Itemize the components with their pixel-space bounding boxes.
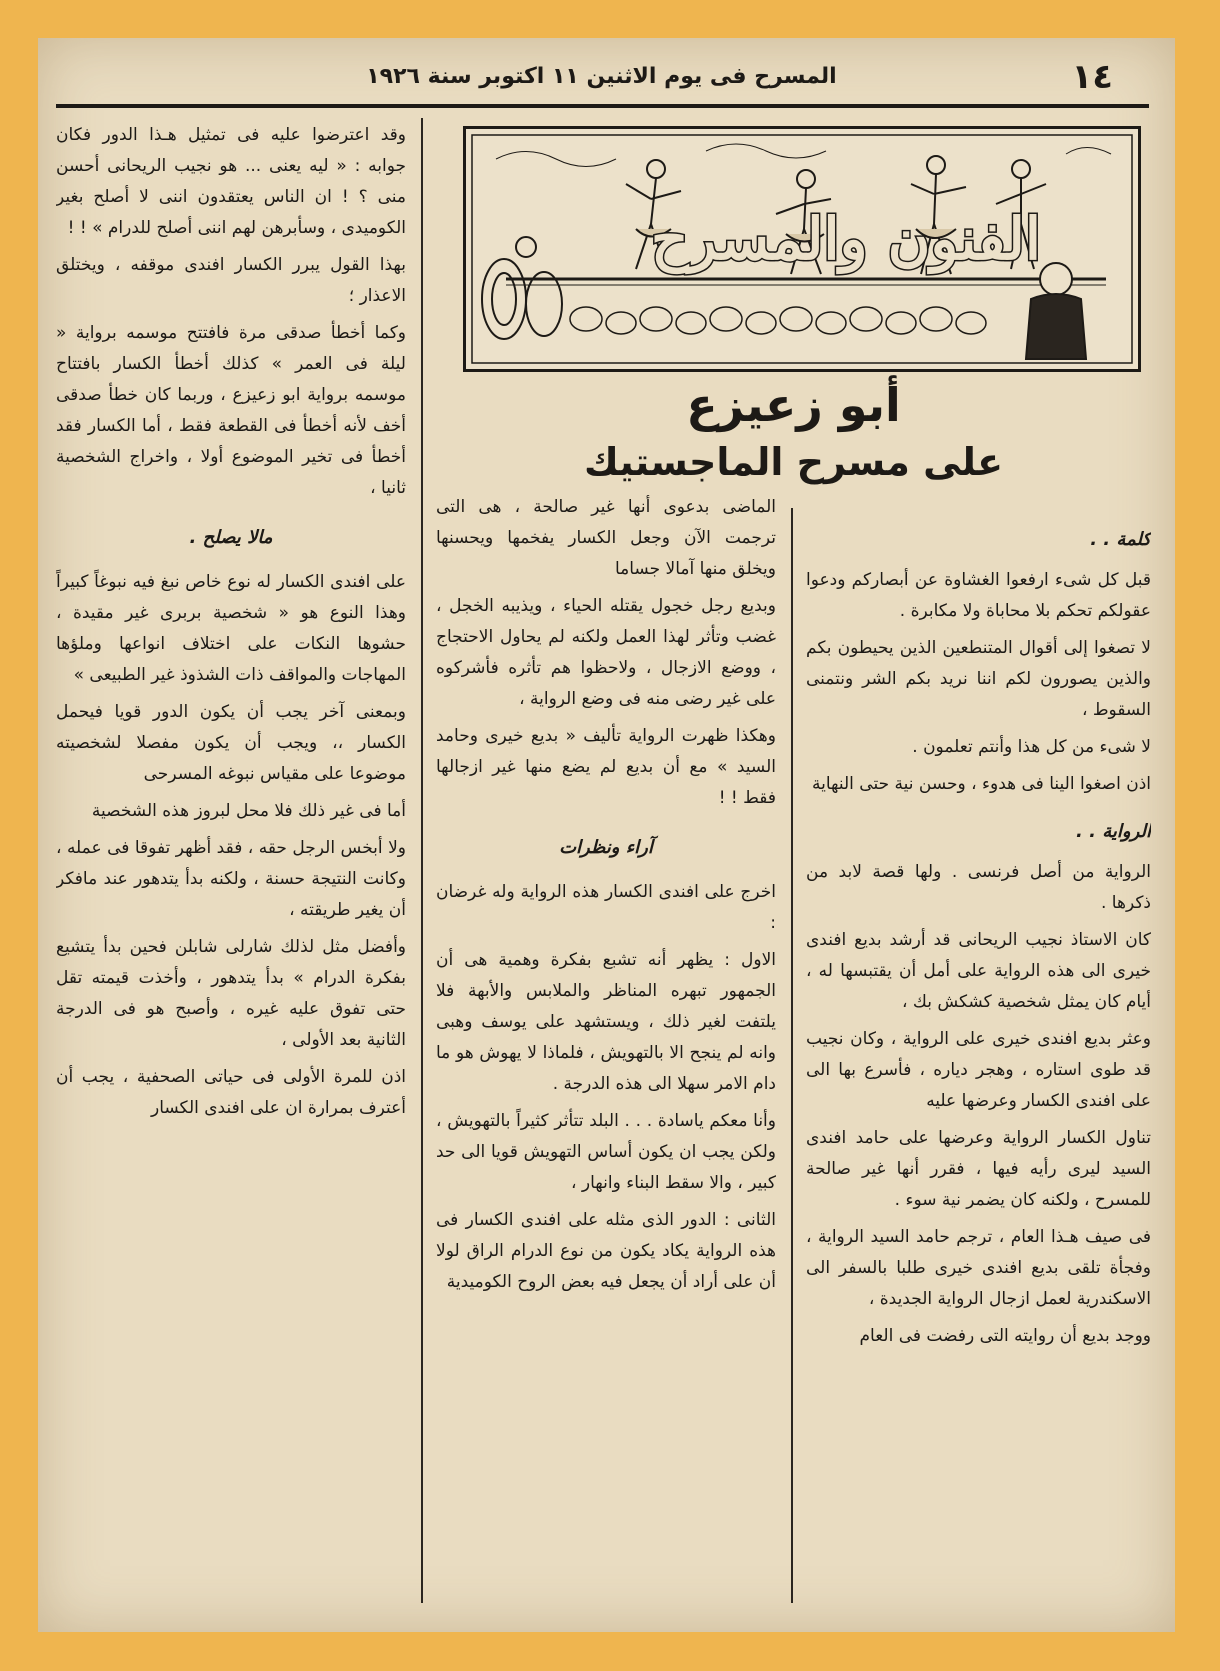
column-left-paragraph: اذن للمرة الأولى فى حياتى الصحفية ، يجب أن أعترف بمرارة ان على افندى الكسار bbox=[56, 1067, 406, 1118]
banner-artwork bbox=[466, 129, 1138, 369]
article-title-block bbox=[436, 376, 1151, 498]
column-middle-paragraph: وأنا معكم ياسادة . . . البلد تتأثر كثيراً بالتهويش ، ولكن يجب ان يكون أساس التهويش قويا الى حد كبير ، والا سقط البناء وانهار ، bbox=[436, 1111, 776, 1193]
column-right bbox=[806, 508, 1151, 1603]
section-heading-a-word: كلمة . . bbox=[1090, 529, 1151, 550]
column-right-paragraph: كان الاستاذ نجيب الريحانى قد أرشد بديع افندى خيرى الى هذه الرواية على أمل أن يقتبسها له ، أيام كان يمثل شخصية كشكش بك ، bbox=[806, 930, 1151, 1012]
column-right-paragraph: وعثر بديع افندى خيرى على الرواية ، وكان نجيب قد طوى استاره ، وهجر دياره ، فأسرع بها الى على افندى الكسار وعرضها عليه bbox=[806, 1029, 1151, 1111]
column-divider-middle bbox=[791, 508, 793, 1603]
column-left bbox=[56, 120, 406, 1605]
section-heading-opinions: آراء ونظرات bbox=[559, 837, 653, 858]
column-left-paragraph: ولا أبخس الرجل حقه ، فقد أظهر تفوقا فى عمله ، وكانت النتيجة حسنة ، ولكنه بدأ يتدهور عند مافكر أن يغير طريقته ، bbox=[56, 838, 406, 920]
header-rule bbox=[56, 104, 1149, 108]
column-left-paragraph: على افندى الكسار له نوع خاص نبغ فيه نبوغاً كبيراً وهذا النوع هو « شخصية بربرى غير مقيدة ، حشوها النكات على اختلاف انواعها وملؤها المهاجات والمواقف ذات الشذوذ غير الطبيعى » bbox=[56, 572, 406, 685]
column-right-paragraph: اذن اصغوا الينا فى هدوء ، وحسن نية حتى النهاية bbox=[812, 774, 1151, 794]
column-middle-paragraph: الثانى : الدور الذى مثله على افندى الكسار فى هذه الرواية يكاد يكون من نوع الدرام الراق لولا أن على أراد أن يجعل فيه بعض الروح الكوميدية bbox=[436, 1210, 776, 1292]
column-left-paragraph: وكما أخطأ صدقى مرة فافتتح موسمه برواية « ليلة فى العمر » كذلك أخطأ الكسار بافتتاح موسمه برواية ابو زعيزع ، وربما كان خطأ صدقى أخف لأنه أخطأ فى القطعة فقط ، أما الكسار فقد أخطأ فى تخير الموضوع أولا ، واخراج الشخصية ثانيا ، bbox=[56, 323, 406, 498]
article-subtitle: على مسرح الماجستيك bbox=[583, 440, 1004, 484]
column-left-paragraph: وأفضل مثل لذلك شارلى شابلن فحين بدأ يتشيع بفكرة الدرام » بدأ يتدهور ، وأخذت قيمته تقل حتى تفوق عليه غيره ، وأصبح هو فى الدرجة الثانية بعد الأولى ، bbox=[56, 937, 406, 1050]
theatre-banner-illustration bbox=[463, 126, 1141, 372]
article-title: أبو زعيزع bbox=[686, 378, 901, 432]
column-left-paragraph: بهذا القول يبرر الكسار افندى موقفه ، ويختلق الاعذار ؛ bbox=[56, 255, 406, 306]
column-left-paragraph: أما فى غير ذلك فلا محل لبروز هذه الشخصية bbox=[91, 801, 406, 821]
column-right-paragraph: فى صيف هـذا العام ، ترجم حامد السيد الرواية ، وفجأة تلقى بديع افندى خيرى طلبا بالسفر الى الاسكندرية لعمل ازجال الرواية الجديدة ، bbox=[806, 1227, 1151, 1309]
column-middle bbox=[436, 492, 776, 1603]
header-title: المسرح فى يوم الاثنين ١١ اكتوبر سنة ١٩٢٦ bbox=[366, 64, 837, 89]
newspaper-page bbox=[38, 38, 1175, 1632]
page-number: ١٤ bbox=[1071, 57, 1113, 97]
column-right-paragraph: قبل كل شىء ارفعوا الغشاوة عن أبصاركم ودعوا عقولكم تحكم بلا محاباة ولا مكابرة . bbox=[806, 570, 1151, 621]
column-left-paragraph: وبمعنى آخر يجب أن يكون الدور قويا فيحمل الكسار ،، ويجب أن يكون مفصلا لشخصيته موضوعا على مقياس نبوغه المسرحى bbox=[56, 702, 406, 784]
column-divider-left bbox=[421, 118, 423, 1603]
column-middle-paragraph: وبديع رجل خجول يقتله الحياء ، ويذيبه الخجل ، غضب وتأثر لهذا العمل ولكنه لم يحاول الاحتجاج ، ووضع الازجال ، ولاحظوا هم تأثره فأشركوه على غير رضى منه فى وضع الرواية ، bbox=[436, 596, 776, 709]
section-heading-the-play: الرواية . . bbox=[1076, 821, 1151, 842]
column-right-paragraph: تناول الكسار الرواية وعرضها على حامد افندى السيد ليرى رأيه فيها ، فقرر أنها غير صالحة للمسرح ، ولكنه كان يضمر نية سوء . bbox=[806, 1128, 1151, 1210]
column-left-paragraph: وقد اعترضوا عليه فى تمثيل هـذا الدور فكان جوابه : « ليه يعنى ... هو نجيب الريحانى أحسن منى ؟ ! ان الناس يعتقدون اننى لا أصلح بغير الكوميدى ، وسأبرهن لهم اننى أصلح للدرام » ! ! bbox=[56, 125, 406, 238]
column-right-paragraph: لا تصغوا إلى أقوال المتنطعين الذين يحيطون بكم والذين يصورون لكم اننا نريد بكم الشر ونتمنى السقوط ، bbox=[806, 638, 1151, 720]
column-right-paragraph: الرواية من أصل فرنسى . ولها قصة لابد من ذكرها . bbox=[806, 862, 1151, 913]
section-heading-not-suitable: مالا يصلح . bbox=[189, 527, 273, 548]
column-middle-paragraph: الماضى بدعوى أنها غير صالحة ، هى التى ترجمت الآن وجعل الكسار يفخمها ويحسنها ويخلق منها آمالا جساما bbox=[436, 497, 776, 579]
column-middle-paragraph: الاول : يظهر أنه تشبع بفكرة وهمية هى أن الجمهور تبهره المناظر والملابس والأبهة فلا يلتفت لغير ذلك ، ويستشهد على يوسف وهبى وانه لم ينجح الا بالتهويش ، فلماذا لا يهوش هو ما دام الامر سهلا الى هذه الدرجة . bbox=[436, 950, 776, 1094]
page-header bbox=[38, 56, 1175, 98]
banner-title: الفنون والمسرح bbox=[651, 205, 1041, 273]
column-middle-paragraph: اخرج على افندى الكسار هذه الرواية وله غرضان : bbox=[436, 882, 776, 933]
column-middle-paragraph: وهكذا ظهرت الرواية تأليف « بديع خيرى وحامد السيد » مع أن بديع لم يضع منها غير ازجالها فقط ! ! bbox=[436, 726, 776, 808]
column-right-paragraph: ووجد بديع أن روايته التى رفضت فى العام bbox=[859, 1326, 1151, 1346]
column-right-paragraph: لا شىء من كل هذا وأنتم تعلمون . bbox=[912, 737, 1151, 757]
